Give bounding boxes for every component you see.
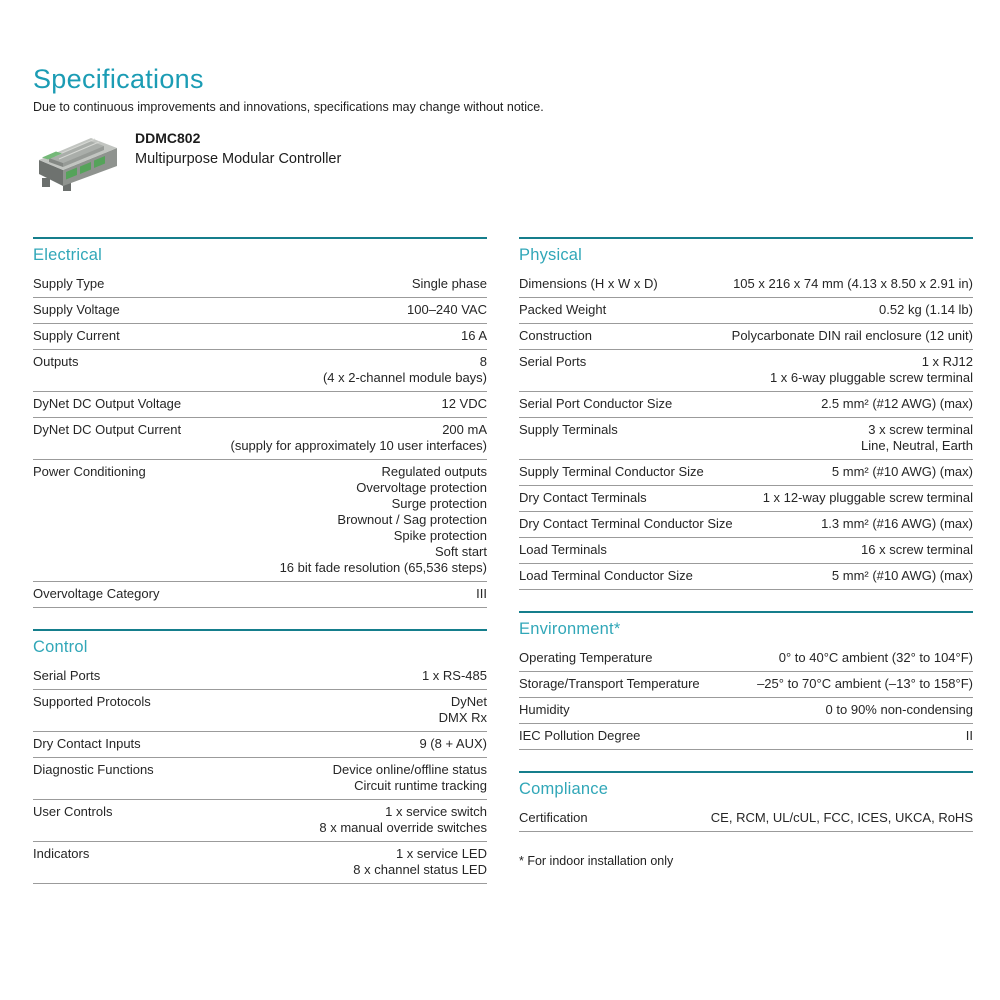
spec-row xyxy=(519,512,973,538)
spec-table xyxy=(519,806,973,832)
product-name: Multipurpose Modular Controller xyxy=(135,151,342,167)
spec-label: Serial Ports xyxy=(33,668,101,683)
spec-columns xyxy=(33,237,973,884)
spec-row xyxy=(519,486,973,512)
spec-label: User Controls xyxy=(33,804,113,819)
product-model: DDMC802 xyxy=(135,130,201,146)
spec-row xyxy=(519,324,973,350)
section-title: Physical xyxy=(519,246,583,264)
section-title: Environment* xyxy=(519,620,621,638)
spec-value: 0.52 kg (1.14 lb) xyxy=(879,302,973,317)
spec-label: Diagnostic Functions xyxy=(33,762,154,777)
spec-value: 16 A xyxy=(460,328,487,343)
spec-value: –25° to 70°C ambient (–13° to 158°F) xyxy=(757,676,973,691)
spec-row xyxy=(33,690,487,732)
spec-value: 5 mm² (#10 AWG) (max) xyxy=(831,568,973,583)
spec-value: 0 to 90% non-condensing xyxy=(825,702,973,717)
spec-row xyxy=(519,538,973,564)
spec-label: Supply Terminals xyxy=(519,422,618,437)
spec-label: Power Conditioning xyxy=(33,464,146,479)
spec-table xyxy=(33,272,487,608)
spec-value: 1 x service switch 8 x manual override switches xyxy=(319,804,487,835)
spec-row xyxy=(33,392,487,418)
spec-row xyxy=(519,646,973,672)
spec-label: Load Terminals xyxy=(519,542,607,557)
spec-value: 8 (4 x 2-channel module bays) xyxy=(322,354,487,385)
spec-section-compliance xyxy=(519,771,973,832)
spec-row xyxy=(33,298,487,324)
page-subtitle: Due to continuous improvements and innovations, specifications may change without notice. xyxy=(33,100,544,114)
spec-value: 9 (8 + AUX) xyxy=(419,736,487,751)
spec-label: Outputs xyxy=(33,354,79,369)
spec-label: Construction xyxy=(519,328,592,343)
spec-label: Supply Type xyxy=(33,276,105,291)
spec-row xyxy=(519,698,973,724)
spec-row xyxy=(519,272,973,298)
spec-row xyxy=(33,732,487,758)
section-title: Electrical xyxy=(33,246,102,264)
spec-table xyxy=(519,646,973,750)
spec-row xyxy=(519,298,973,324)
spec-label: Certification xyxy=(519,810,588,825)
spec-value: 1 x 12-way pluggable screw terminal xyxy=(762,490,973,505)
spec-label: Supply Terminal Conductor Size xyxy=(519,464,704,479)
spec-label: IEC Pollution Degree xyxy=(519,728,641,743)
spec-value: 200 mA (supply for approximately 10 user interfaces) xyxy=(230,422,487,453)
spec-value: II xyxy=(965,728,973,743)
spec-value: 2.5 mm² (#12 AWG) (max) xyxy=(821,396,973,411)
spec-label: Serial Ports xyxy=(519,354,587,369)
spec-section-physical xyxy=(519,237,973,590)
spec-value: Single phase xyxy=(411,276,487,291)
spec-value: 5 mm² (#10 AWG) (max) xyxy=(831,464,973,479)
spec-value: 1 x RJ12 1 x 6-way pluggable screw terminal xyxy=(769,354,973,385)
spec-row xyxy=(519,350,973,392)
spec-row xyxy=(519,460,973,486)
spec-table xyxy=(519,272,973,590)
spec-value: Device online/offline status Circuit runtime tracking xyxy=(332,762,487,793)
spec-value: 0° to 40°C ambient (32° to 104°F) xyxy=(778,650,973,665)
right-column xyxy=(519,237,973,868)
spec-value: Regulated outputs Overvoltage protection Surge protection Brownout / Sag protection Spike protection Soft start 16 bit fade resolution (65,536 steps) xyxy=(279,464,487,575)
spec-value: 16 x screw terminal xyxy=(861,542,973,557)
spec-row xyxy=(33,418,487,460)
spec-row xyxy=(33,272,487,298)
spec-value: 1.3 mm² (#16 AWG) (max) xyxy=(821,516,973,531)
spec-label: Operating Temperature xyxy=(519,650,653,665)
spec-label: Dry Contact Inputs xyxy=(33,736,141,751)
spec-value: 100–240 VAC xyxy=(407,302,487,317)
spec-value: CE, RCM, UL/cUL, FCC, ICES, UKCA, RoHS xyxy=(710,810,973,825)
page-title: Specifications xyxy=(33,64,204,94)
spec-row xyxy=(519,564,973,590)
spec-label: DyNet DC Output Voltage xyxy=(33,396,182,411)
spec-section-control xyxy=(33,629,487,884)
spec-row xyxy=(519,724,973,750)
product-device-image xyxy=(33,130,121,192)
product-text xyxy=(135,130,341,167)
section-title: Compliance xyxy=(519,780,609,798)
spec-row xyxy=(33,460,487,582)
spec-row xyxy=(33,664,487,690)
spec-label: Serial Port Conductor Size xyxy=(519,396,673,411)
spec-row xyxy=(33,582,487,608)
spec-row xyxy=(33,800,487,842)
spec-label: Dry Contact Terminal Conductor Size xyxy=(519,516,733,531)
spec-row xyxy=(519,418,973,460)
spec-value: Polycarbonate DIN rail enclosure (12 unit) xyxy=(731,328,973,343)
spec-row xyxy=(519,392,973,418)
section-title: Control xyxy=(33,638,88,656)
spec-value: 105 x 216 x 74 mm (4.13 x 8.50 x 2.91 in) xyxy=(733,276,973,291)
spec-label: Humidity xyxy=(519,702,570,717)
spec-label: Dry Contact Terminals xyxy=(519,490,647,505)
spec-label: Supply Voltage xyxy=(33,302,120,317)
spec-label: Supply Current xyxy=(33,328,120,343)
spec-label: Load Terminal Conductor Size xyxy=(519,568,693,583)
spec-label: DyNet DC Output Current xyxy=(33,422,182,437)
spec-value: III xyxy=(476,586,487,601)
spec-value: 1 x RS-485 xyxy=(421,668,487,683)
spec-section-electrical xyxy=(33,237,487,608)
spec-value: 12 VDC xyxy=(441,396,487,411)
spec-row xyxy=(519,672,973,698)
spec-value: 3 x screw terminal Line, Neutral, Earth xyxy=(860,422,973,453)
spec-label: Dimensions (H x W x D) xyxy=(519,276,658,291)
spec-row xyxy=(33,350,487,392)
spec-row xyxy=(33,842,487,884)
footnote: * For indoor installation only xyxy=(519,854,674,868)
spec-label: Supported Protocols xyxy=(33,694,151,709)
product-header xyxy=(33,130,973,192)
spec-page xyxy=(33,64,973,884)
spec-section-environment xyxy=(519,611,973,750)
spec-label: Indicators xyxy=(33,846,90,861)
spec-label: Packed Weight xyxy=(519,302,607,317)
left-column xyxy=(33,237,487,884)
spec-row xyxy=(519,806,973,832)
spec-row xyxy=(33,324,487,350)
spec-value: DyNet DMX Rx xyxy=(438,694,487,725)
spec-table xyxy=(33,664,487,884)
spec-label: Overvoltage Category xyxy=(33,586,160,601)
spec-value: 1 x service LED 8 x channel status LED xyxy=(353,846,487,877)
spec-label: Storage/Transport Temperature xyxy=(519,676,700,691)
spec-row xyxy=(33,758,487,800)
